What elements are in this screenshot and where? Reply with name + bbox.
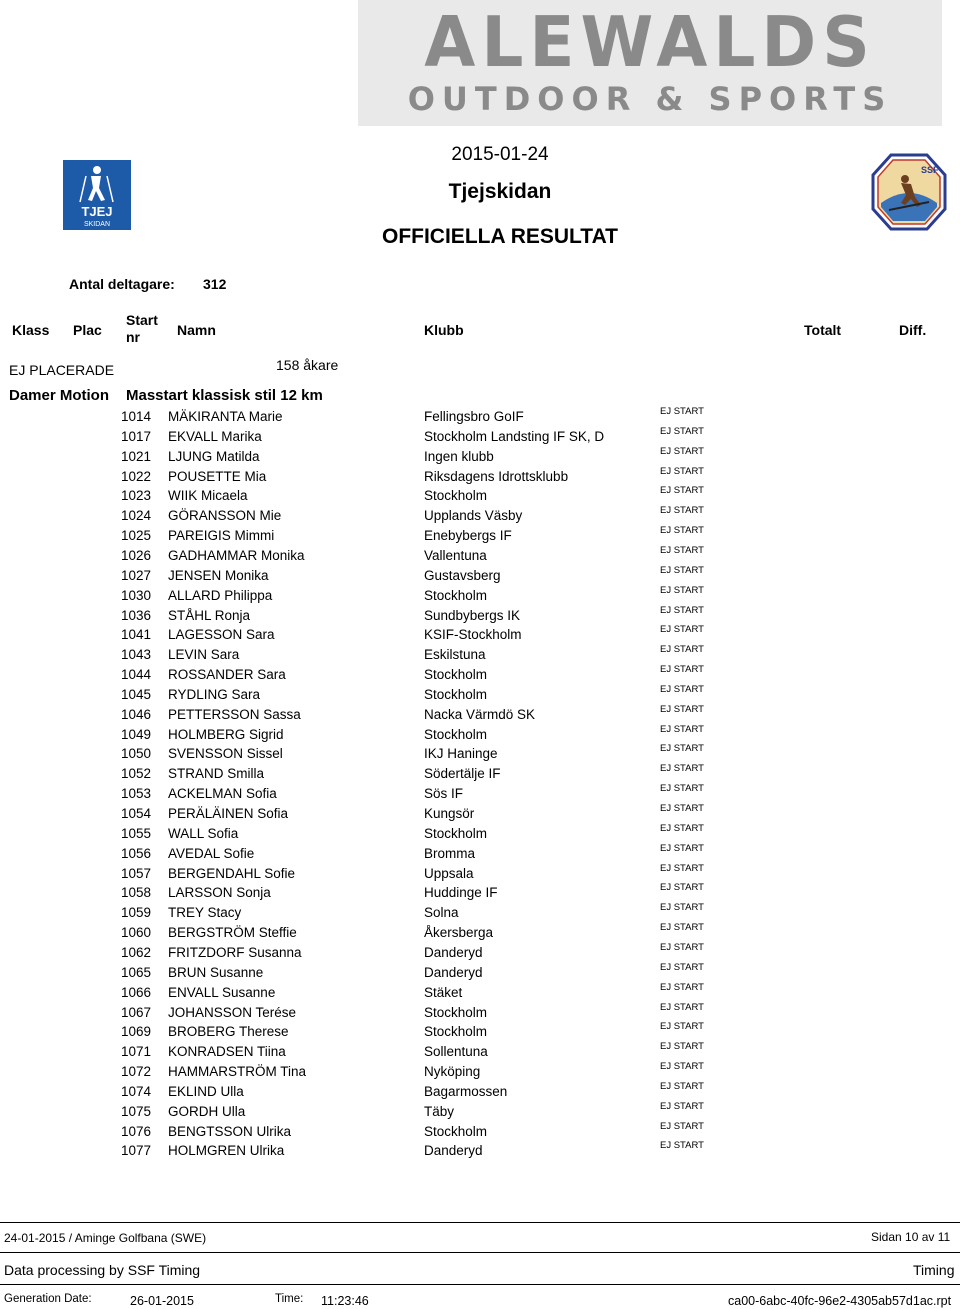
athlete-name: EKVALL Marika	[168, 428, 262, 444]
sponsor-brand: ALEWALDS	[424, 2, 876, 83]
start-number: 1077	[121, 1143, 152, 1159]
result-status: EJ START	[660, 882, 704, 894]
table-row	[0, 485, 960, 508]
table-row	[0, 763, 960, 786]
athlete-name: ACKELMAN Sofia	[168, 786, 277, 802]
club-name: Enebybergs IF	[424, 528, 512, 544]
club-name: Riksdagens Idrottsklubb	[424, 468, 569, 484]
table-row	[0, 803, 960, 826]
athlete-name: BERGSTRÖM Steffie	[168, 925, 297, 941]
table-row	[0, 862, 960, 886]
footer-divider	[0, 1284, 960, 1285]
athlete-name: LEVIN Sara	[168, 647, 240, 663]
start-number: 1025	[121, 528, 152, 544]
table-row	[0, 922, 960, 945]
result-status: EJ START	[660, 981, 704, 993]
start-number: 1055	[121, 825, 152, 841]
athlete-name: BROBERG Therese	[168, 1024, 289, 1040]
footer-divider	[0, 1252, 960, 1253]
column-start-label: Start	[126, 312, 158, 328]
start-number: 1075	[121, 1103, 152, 1119]
start-number: 1023	[121, 488, 152, 504]
result-status: EJ START	[660, 505, 704, 517]
athlete-name: AVEDAL Sofie	[168, 845, 255, 861]
athlete-name: ENVALL Susanne	[168, 984, 276, 1000]
column-nr-label: nr	[126, 329, 140, 345]
athlete-name: FRITZDORF Susanna	[168, 944, 302, 960]
time-value: 11:23:46	[321, 1294, 369, 1308]
sponsor-banner	[358, 0, 942, 126]
start-number: 1072	[121, 1064, 152, 1080]
result-status: EJ START	[660, 763, 704, 775]
result-status: EJ START	[660, 465, 704, 477]
start-number: 1066	[121, 984, 152, 1000]
column-klass: Klass	[12, 322, 50, 338]
result-status: EJ START	[660, 743, 704, 755]
result-status: EJ START	[660, 644, 704, 656]
generation-date-value: 26-01-2015	[130, 1294, 194, 1308]
result-status: EJ START	[660, 485, 704, 497]
athlete-name: PERÄLÄINEN Sofia	[168, 806, 289, 821]
club-name: Vallentuna	[424, 547, 487, 563]
club-name: Danderyd	[424, 944, 483, 960]
start-number: 1071	[121, 1044, 152, 1060]
table-row	[0, 683, 960, 707]
club-name: Ingen klubb	[424, 448, 494, 464]
club-name: Fellingsbro GoIF	[424, 409, 524, 424]
club-name: Eskilstuna	[424, 647, 486, 663]
athlete-name: WIIK Micaela	[168, 488, 248, 504]
athlete-name: ALLARD Philippa	[168, 587, 273, 603]
table-row	[0, 525, 960, 548]
table-row	[0, 1001, 960, 1025]
club-name: Huddinge IF	[424, 885, 498, 901]
table-row	[0, 961, 960, 985]
club-name: Nyköping	[424, 1064, 481, 1080]
start-number: 1024	[121, 508, 152, 524]
class-name: Damer Motion	[9, 387, 110, 404]
club-name: Nacka Värmdö SK	[424, 706, 536, 722]
table-row	[0, 1061, 960, 1084]
club-name: Gustavsberg	[424, 567, 501, 583]
start-number: 1067	[121, 1004, 152, 1020]
footer-date-location: 24-01-2015 / Aminge Golfbana (SWE)	[4, 1231, 207, 1245]
club-name: Stockholm	[424, 726, 488, 742]
result-status: EJ START	[660, 683, 704, 695]
table-row	[0, 723, 960, 747]
skier-figure-icon	[60, 158, 134, 232]
athlete-name: POUSETTE Mia	[168, 468, 267, 484]
athlete-name: TREY Stacy	[168, 905, 242, 921]
athlete-name: JENSEN Monika	[168, 567, 269, 583]
start-number: 1053	[121, 786, 152, 802]
table-row	[0, 902, 960, 925]
start-number: 1030	[121, 587, 152, 603]
club-name: Solna	[424, 905, 459, 921]
result-status: EJ START	[660, 842, 704, 854]
result-status: EJ START	[660, 624, 704, 636]
club-name: Sös IF	[424, 786, 464, 802]
club-name: Stockholm	[424, 1123, 488, 1139]
start-number: 1069	[121, 1024, 152, 1040]
ssf-logo	[871, 153, 947, 231]
athlete-name: PAREIGIS Mimmi	[168, 528, 275, 544]
sponsor-tagline: OUTDOOR & SPORTS	[407, 80, 893, 118]
table-row	[0, 981, 960, 1005]
result-status: EJ START	[660, 1080, 704, 1092]
participants-count: 312	[203, 276, 227, 292]
athlete-name: LARSSON Sonja	[168, 885, 271, 901]
athlete-name: RYDLING Sara	[168, 686, 261, 702]
club-name: Åkersberga	[424, 925, 494, 941]
event-date: 2015-01-24	[451, 144, 549, 165]
result-status: EJ START	[660, 604, 704, 616]
table-row	[0, 604, 960, 628]
club-name: Sundbybergs IK	[424, 607, 521, 623]
result-status: EJ START	[660, 723, 704, 735]
result-status: EJ START	[660, 902, 704, 914]
ssf-logo-text: SSF	[921, 165, 939, 175]
report-file-name: ca00-6abc-40fc-96e2-4305ab57d1ac.rpt	[728, 1294, 952, 1308]
athlete-name: ROSSANDER Sara	[168, 667, 286, 683]
club-name: Stäket	[424, 984, 463, 1000]
result-status: EJ START	[660, 862, 704, 874]
athlete-name: BENGTSSON Ulrika	[168, 1123, 292, 1139]
column-namn: Namn	[177, 322, 216, 338]
result-status: EJ START	[660, 1001, 704, 1013]
table-row	[0, 743, 960, 766]
club-name: Uppsala	[424, 865, 474, 881]
start-number: 1043	[121, 647, 152, 663]
table-row	[0, 664, 960, 687]
result-status: EJ START	[660, 544, 704, 556]
footer-page-number: Sidan 10 av 11	[871, 1230, 951, 1244]
athlete-name: MÄKIRANTA Marie	[168, 409, 283, 424]
athlete-name: WALL Sofia	[168, 825, 239, 841]
athlete-name: GADHAMMAR Monika	[168, 547, 305, 563]
group-count: 158 åkare	[276, 357, 339, 373]
start-number: 1065	[121, 964, 152, 980]
tjej-logo-subtext: SKIDAN	[83, 221, 111, 228]
athlete-name: PETTERSSON Sassa	[168, 706, 301, 722]
club-name: Stockholm	[424, 488, 488, 504]
start-number: 1056	[121, 845, 152, 861]
result-status: EJ START	[660, 525, 704, 537]
result-status: EJ START	[660, 703, 704, 715]
table-row	[0, 882, 960, 905]
athlete-name: BRUN Susanne	[168, 964, 264, 980]
footer-divider	[0, 1222, 960, 1223]
result-status: EJ START	[660, 445, 704, 457]
result-status: EJ START	[660, 1140, 704, 1152]
club-name: Sollentuna	[424, 1044, 488, 1060]
table-row	[0, 544, 960, 568]
club-name: Stockholm Landsting IF SK, D	[424, 428, 605, 444]
table-row	[0, 1100, 960, 1124]
club-name: Stockholm	[424, 667, 488, 683]
skier-badge-icon	[871, 153, 947, 231]
column-totalt: Totalt	[804, 322, 842, 338]
athlete-name: HOLMGREN Ulrika	[168, 1143, 285, 1159]
table-row	[0, 1041, 960, 1064]
athlete-name: GORDH Ulla	[168, 1103, 246, 1119]
result-status: EJ START	[660, 961, 704, 973]
club-name: Danderyd	[424, 1143, 483, 1159]
athlete-name: HAMMARSTRÖM Tina	[168, 1064, 307, 1080]
generation-date-label: Generation Date:	[4, 1293, 92, 1305]
start-number: 1014	[121, 409, 152, 424]
athlete-name: EKLIND Ulla	[168, 1083, 244, 1099]
club-name: Upplands Väsby	[424, 508, 523, 524]
club-name: Danderyd	[424, 964, 483, 980]
club-name: Täby	[424, 1103, 455, 1119]
table-row	[0, 564, 960, 588]
table-row	[0, 406, 960, 429]
start-number: 1076	[121, 1123, 152, 1139]
result-status: EJ START	[660, 922, 704, 934]
table-row	[0, 425, 960, 449]
club-name: Stockholm	[424, 1004, 488, 1020]
table-row	[0, 783, 960, 806]
start-number: 1058	[121, 885, 152, 901]
start-number: 1045	[121, 686, 152, 702]
start-number: 1022	[121, 468, 152, 484]
result-status: EJ START	[660, 783, 704, 795]
result-status: EJ START	[660, 1100, 704, 1112]
club-name: Stockholm	[424, 587, 488, 603]
start-number: 1041	[121, 627, 152, 643]
club-name: Stockholm	[424, 686, 488, 702]
table-row	[0, 445, 960, 469]
start-number: 1017	[121, 428, 152, 444]
start-number: 1036	[121, 607, 152, 623]
athlete-name: JOHANSSON Terése	[168, 1004, 297, 1020]
athlete-name: BERGENDAHL Sofie	[168, 865, 296, 881]
column-plac: Plac	[73, 322, 102, 338]
club-name: KSIF-Stockholm	[424, 627, 522, 643]
column-diff: Diff.	[899, 322, 927, 338]
results-title: OFFICIELLA RESULTAT	[381, 225, 619, 248]
athlete-name: KONRADSEN Tiina	[168, 1044, 286, 1060]
start-number: 1027	[121, 567, 152, 583]
start-number: 1049	[121, 726, 152, 742]
table-row	[0, 703, 960, 727]
athlete-name: STRAND Smilla	[168, 766, 265, 782]
club-name: IKJ Haninge	[424, 746, 498, 762]
result-status: EJ START	[660, 664, 704, 676]
column-klubb: Klubb	[424, 322, 464, 338]
tjej-logo-text: TJEJ	[81, 204, 113, 219]
start-number: 1062	[121, 944, 152, 960]
athlete-name: LAGESSON Sara	[168, 627, 275, 643]
table-row	[0, 1120, 960, 1144]
start-number: 1054	[121, 806, 152, 821]
club-name: Bagarmossen	[424, 1083, 508, 1099]
club-name: Södertälje IF	[424, 766, 501, 782]
club-name: Kungsör	[424, 806, 475, 821]
start-number: 1060	[121, 925, 152, 941]
result-status: EJ START	[660, 803, 704, 814]
start-number: 1050	[121, 746, 152, 762]
result-status: EJ START	[660, 1041, 704, 1053]
participants-label: Antal deltagare:	[69, 276, 175, 292]
race-name: Masstart klassisk stil 12 km	[126, 387, 323, 404]
result-status: EJ START	[660, 822, 704, 834]
result-status: EJ START	[660, 584, 704, 596]
club-name: Stockholm	[424, 825, 488, 841]
athlete-name: STÅHL Ronja	[168, 607, 251, 623]
table-row	[0, 822, 960, 846]
athlete-name: HOLMBERG Sigrid	[168, 726, 284, 742]
column-start-nr	[126, 312, 158, 346]
club-name: Bromma	[424, 845, 476, 861]
start-number: 1057	[121, 865, 152, 881]
table-row	[0, 842, 960, 866]
footer-timing: Timing	[913, 1262, 955, 1278]
start-number: 1059	[121, 905, 152, 921]
start-number: 1044	[121, 667, 152, 683]
start-number: 1046	[121, 706, 152, 722]
table-row	[0, 1140, 960, 1163]
result-status: EJ START	[660, 941, 704, 953]
table-row	[0, 584, 960, 608]
time-label: Time:	[275, 1293, 304, 1305]
table-row	[0, 465, 960, 489]
club-name: Stockholm	[424, 1024, 488, 1040]
result-status: EJ START	[660, 564, 704, 576]
group-status: EJ PLACERADE	[9, 362, 115, 378]
athlete-name: GÖRANSSON Mie	[168, 508, 282, 524]
result-status: EJ START	[660, 1021, 704, 1033]
start-number: 1052	[121, 766, 152, 782]
athlete-name: SVENSSON Sissel	[168, 746, 283, 762]
table-row	[0, 1021, 960, 1044]
result-status: EJ START	[660, 406, 704, 417]
table-row	[0, 1080, 960, 1104]
table-row	[0, 624, 960, 647]
tjejskidan-logo	[60, 158, 134, 232]
table-row	[0, 505, 960, 528]
athlete-name: LJUNG Matilda	[168, 448, 260, 464]
table-row	[0, 941, 960, 965]
result-status: EJ START	[660, 1120, 704, 1132]
footer-processing: Data processing by SSF Timing	[4, 1262, 201, 1278]
start-number: 1074	[121, 1083, 152, 1099]
result-status: EJ START	[660, 425, 704, 437]
start-number: 1021	[121, 448, 152, 464]
result-status: EJ START	[660, 1061, 704, 1073]
table-row	[0, 644, 960, 667]
start-number: 1026	[121, 547, 152, 563]
event-title: Tjejskidan	[448, 180, 552, 203]
